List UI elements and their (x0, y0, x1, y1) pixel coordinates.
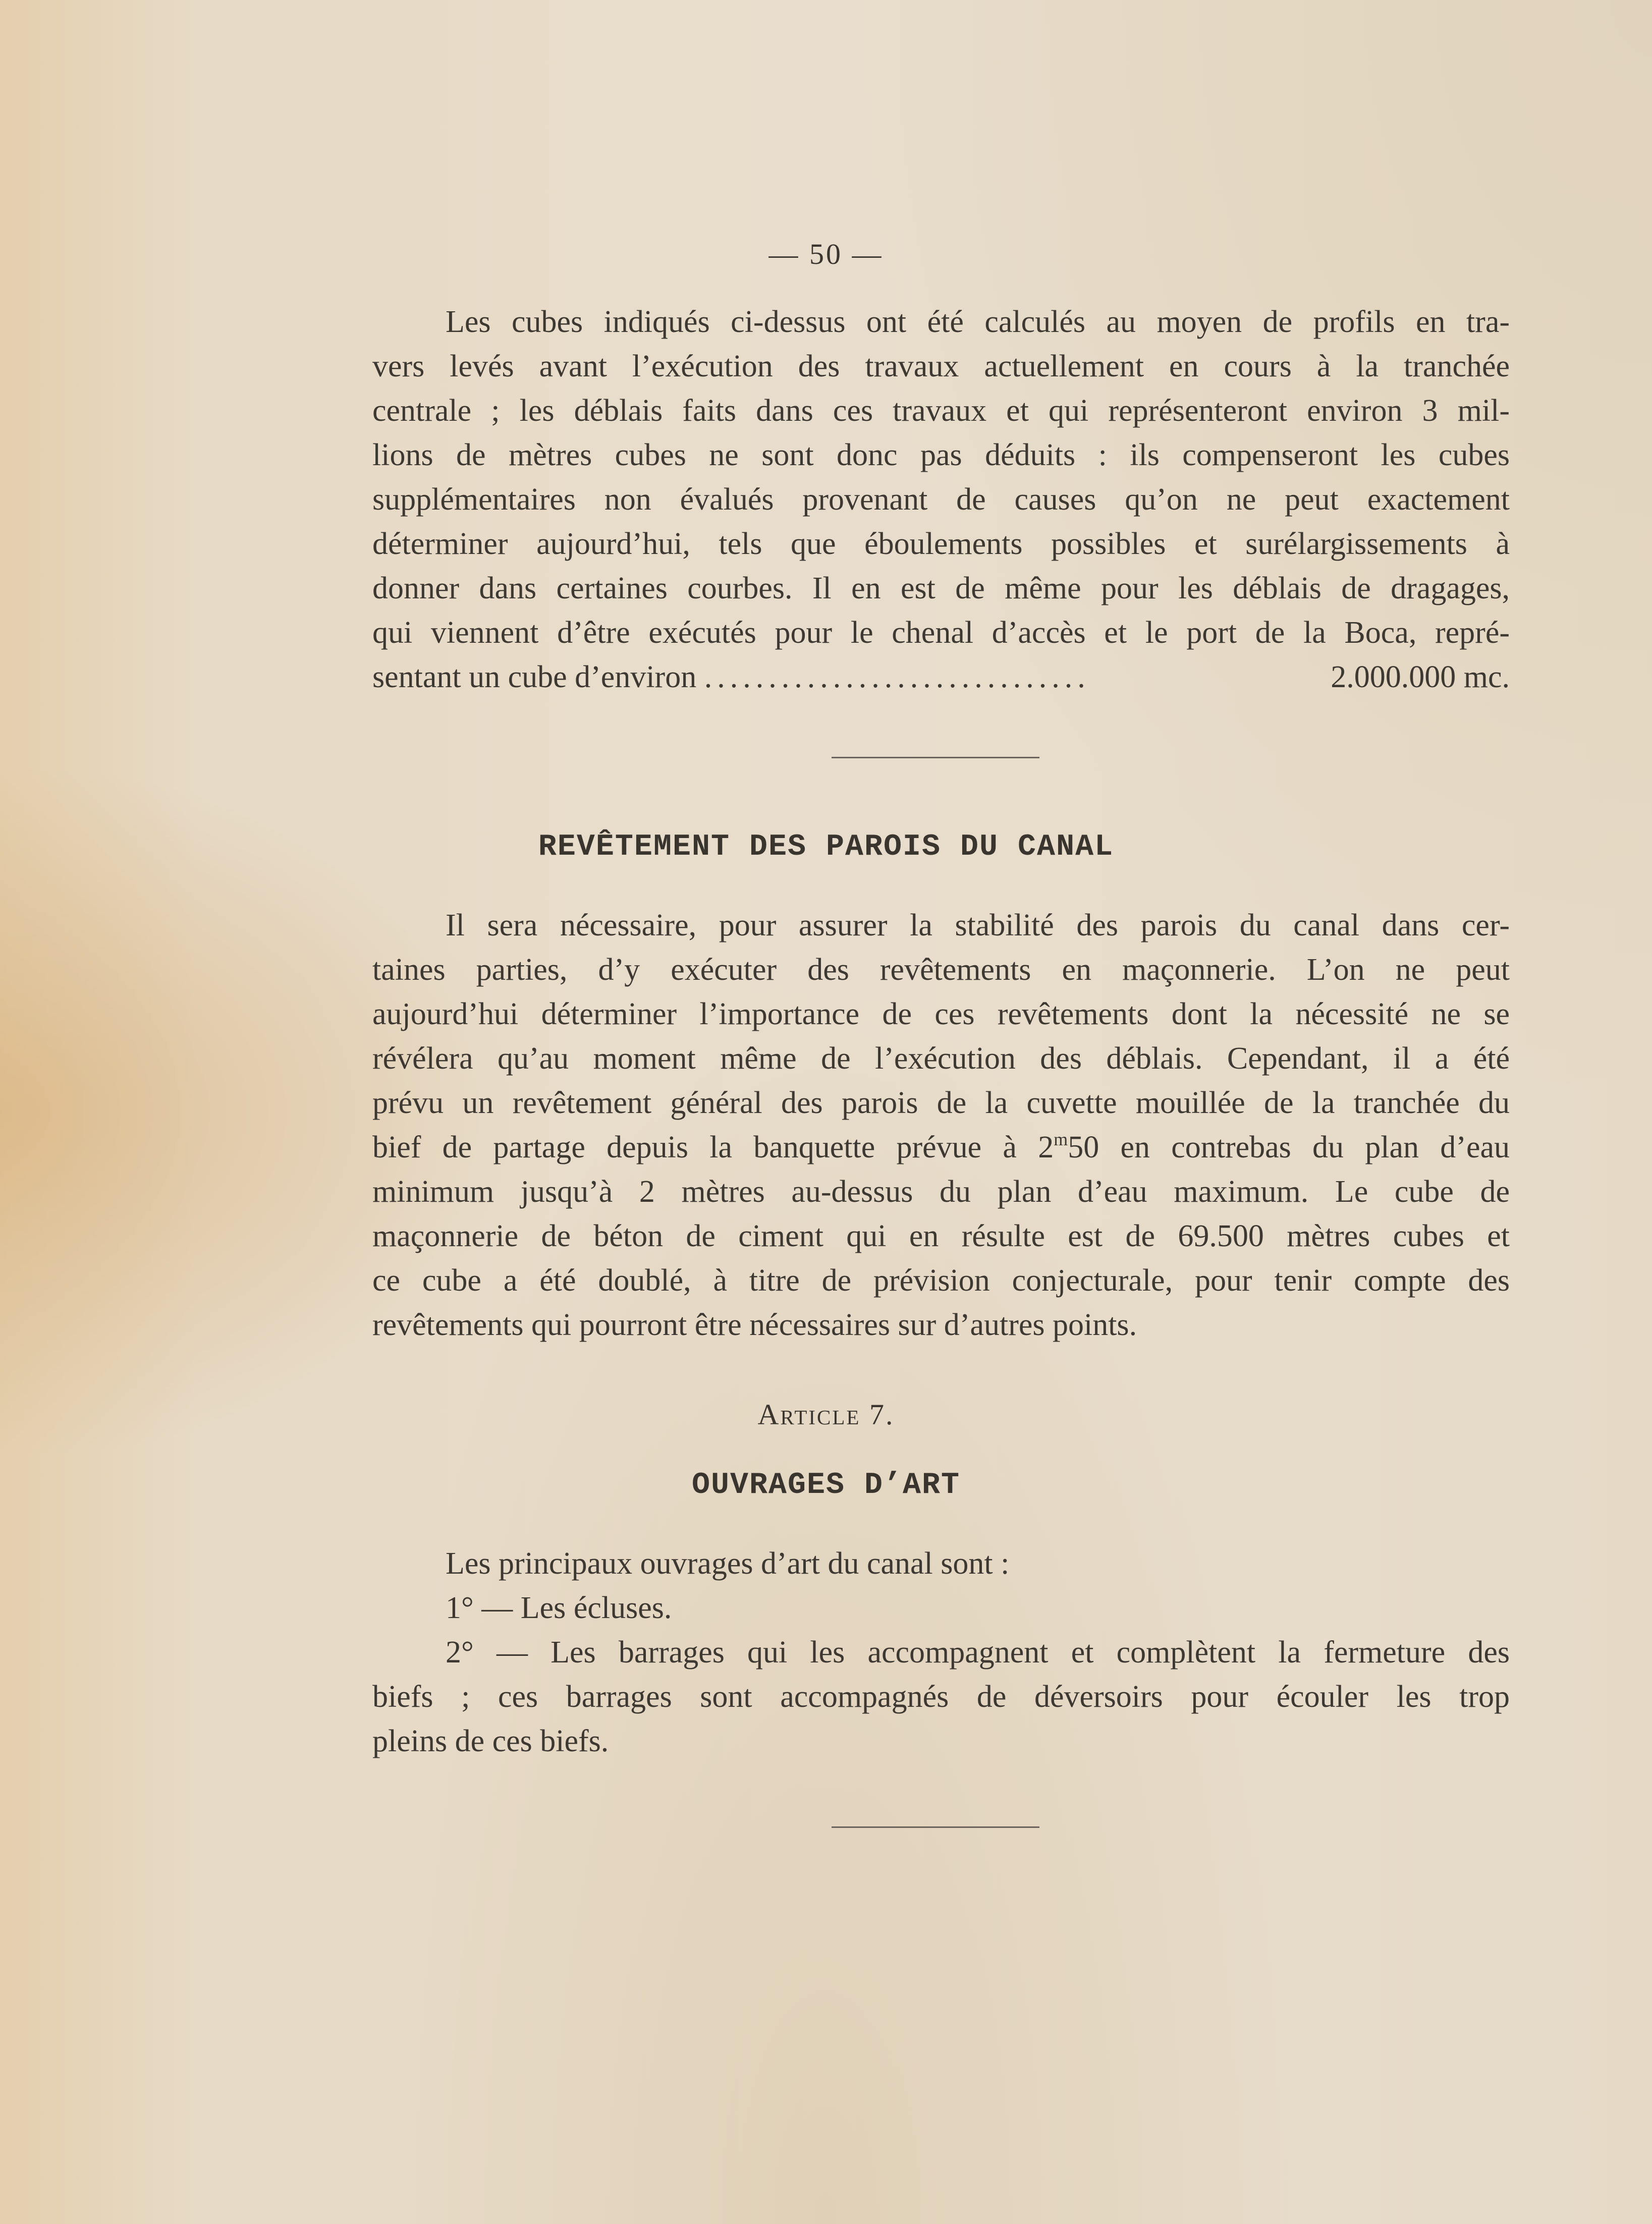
text-line: Les principaux ouvrages d’art du canal sont : (446, 1546, 1010, 1581)
text-fragment: 50 en contrebas du plan d’eau (1068, 1130, 1510, 1164)
total-amount: 2.000.000 mc. (1331, 660, 1510, 694)
total-label: sentant un cube d’environ (372, 660, 697, 694)
paragraph-revetement-text (372, 903, 1510, 1347)
text-fragment: bief de partage depuis la banquette prévue à 2 (372, 1130, 1054, 1164)
list-item: 2° — Les barrages qui les accompagnent et complètent la fermeture des (446, 1635, 1510, 1670)
paragraph-ouvrages (372, 1541, 1510, 1763)
section-heading-revetement: REVÊTEMENT DES PAROIS DU CANAL (538, 830, 1114, 864)
text-line-total (372, 655, 1510, 699)
text-line: supplémentaires non évalués provenant de causes qu’on ne peut exactement (372, 482, 1510, 517)
section-divider (832, 757, 1039, 758)
text-line: biefs ; ces barrages sont accompagnés de déversoirs pour écouler les trop (372, 1680, 1510, 1714)
text-line: Il sera nécessaire, pour assurer la stabilité des parois du canal dans cer- (446, 908, 1510, 942)
paragraph-cubes (372, 300, 1510, 699)
text-line: prévu un revêtement général des parois de la cuvette mouillée de la tranchée du (372, 1086, 1510, 1120)
text-line: aujourd’hui déterminer l’importance de ces revêtements dont la nécessité ne se (372, 997, 1510, 1031)
section-heading-ouvrages: OUVRAGES D’ART (691, 1468, 961, 1503)
text-line: pleins de ces biefs. (372, 1724, 609, 1758)
text-line: ce cube a été doublé, à titre de prévision conjecturale, pour tenir compte des (372, 1263, 1510, 1298)
paragraph-cubes-text (372, 300, 1510, 699)
text-line: donner dans certaines courbes. Il en est de même pour les déblais de dragages, (372, 571, 1510, 605)
leader-dots: .............................. (704, 660, 1090, 694)
text-line: taines parties, d’y exécuter des revêtements en maçonnerie. L’on ne peut (372, 953, 1510, 987)
text-line: vers levés avant l’exécution des travaux actuellement en cours à la tranchée (372, 349, 1510, 383)
text-line: lions de mètres cubes ne sont donc pas déduits : ils compenseront les cubes (372, 438, 1510, 472)
unit-superscript: m (1054, 1129, 1068, 1149)
text-line: centrale ; les déblais faits dans ces travaux et qui représenteront environ 3 mil- (372, 394, 1510, 428)
text-line: révélera qu’au moment même de l’exécution des déblais. Cependant, il a été (372, 1041, 1510, 1076)
section-divider (832, 1826, 1039, 1828)
text-line: minimum jusqu’à 2 mètres au-dessus du plan d’eau maximum. Le cube de (372, 1175, 1510, 1209)
paragraph-ouvrages-text (372, 1541, 1510, 1763)
text-line (372, 1125, 1510, 1170)
text-line: maçonnerie de béton de ciment qui en résulte est de 69.500 mètres cubes et (372, 1219, 1510, 1253)
page-number: — 50 — (768, 238, 884, 270)
article-label: Article 7. (757, 1398, 895, 1431)
text-line: Les cubes indiqués ci-dessus ont été calculés au moyen de profils en tra- (446, 305, 1510, 339)
paragraph-revetement (372, 903, 1510, 1347)
list-item: 1° — Les écluses. (446, 1591, 672, 1625)
text-line: qui viennent d’être exécutés pour le chenal d’accès et le port de la Boca, repré- (372, 616, 1510, 650)
text-line: déterminer aujourd’hui, tels que éboulements possibles et surélargissements à (372, 527, 1510, 561)
text-line: revêtements qui pourront être nécessaires sur d’autres points. (372, 1308, 1137, 1342)
